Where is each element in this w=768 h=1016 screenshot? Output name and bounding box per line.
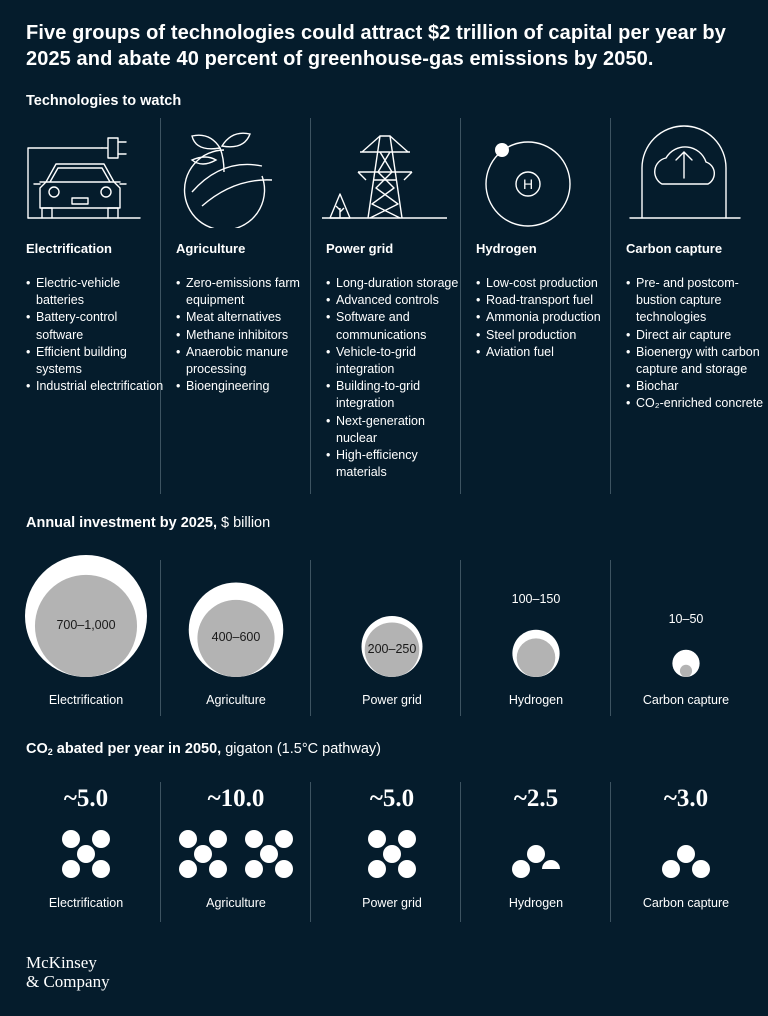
tech-column-hydrogen [472,118,622,498]
tech-bullet-item: • Steel production [476,327,616,344]
co2-category-label: Hydrogen [508,896,564,910]
co2-dot-cluster [11,824,161,884]
co2-value: ~5.0 [63,785,109,812]
co2-dot [275,860,293,878]
tech-bullet-item: • Building-to-grid integration [326,378,466,412]
tech-bullet-item: • Anaerobic manure processing [176,344,316,378]
co2-dot-cluster [461,824,611,884]
co2-dot [368,860,386,878]
co2-heading [26,741,381,757]
co2-dot-cluster [161,824,311,884]
tech-bullet-item: • Methane inhibitors [176,327,316,344]
co2-value: ~10.0 [207,785,265,812]
investment-category-label: Hydrogen [508,693,564,707]
tech-bullet-item: • Direct air capture [626,327,766,344]
investment-category-label: Agriculture [206,693,266,707]
tech-bullet-list [476,275,616,361]
co2-dot [92,830,110,848]
tech-bullet-list [26,275,166,395]
co2-value: ~2.5 [513,785,559,812]
co2-dot [194,845,212,863]
tech-column-agriculture [172,118,322,498]
co2-value: ~5.0 [369,785,415,812]
investment-range-label: 200–250 [367,641,417,656]
co2-category-label: Carbon capture [642,896,730,910]
tech-bullet-item: • Bioengineering [176,378,316,395]
svg-text:H: H [522,176,534,192]
tech-name: Power grid [326,241,394,256]
investment-bubble [461,547,611,687]
co2-category-label: Agriculture [206,896,266,910]
logo-line-2: & Company [26,972,110,991]
investment-heading-bold: Annual investment by 2025, [26,515,217,531]
co2-dot [62,860,80,878]
tech-column-electrification [22,118,172,498]
investment-category-label: Carbon capture [642,693,730,707]
tech-column-carbon-capture [622,118,768,498]
co2-dot [275,830,293,848]
co2-dot [62,830,80,848]
cloud-upload-icon [622,118,747,228]
logo-line-1: McKinsey [26,953,97,972]
tech-bullet-item: • CO₂-enriched concrete [626,395,766,412]
tech-name: Agriculture [176,241,246,256]
tech-bullet-item: • Efficient building systems [26,344,166,378]
investment-min-circle [517,638,556,677]
tech-bullet-item: • High-efficiency materials [326,447,466,481]
tech-bullet-item: • Low-cost production [476,275,616,292]
tech-bullet-item: • Bioenergy with carbon capture and storage [626,344,766,378]
tech-column-power-grid [322,118,472,498]
co2-category-label: Electrification [48,896,124,910]
co2-heading-suffix: abated per year in 2050, [52,741,222,757]
investment-min-circle [680,665,692,677]
co2-dot [77,845,95,863]
tech-name: Electrification [26,241,112,256]
tech-bullet-item: • Advanced controls [326,292,466,309]
page-title: Five groups of technologies could attract $2 trillion of capital per year by 2025 and abate 40 percent of greenhouse-gas emissions by 2050. [26,22,726,70]
co2-heading-sub: 2 [47,747,53,757]
co2-category-label: Power grid [362,896,422,910]
co2-dot [383,845,401,863]
co2-heading-prefix: CO [26,741,48,757]
co2-dot [398,830,416,848]
tech-bullet-item: • Battery-control software [26,309,166,343]
investment-heading-unit: $ billion [216,515,271,531]
co2-dot [245,860,263,878]
investment-category-label: Electrification [48,693,124,707]
co2-heading-unit: gigaton (1.5°C pathway) [221,741,381,757]
tech-bullet-item: • Software and communications [326,309,466,343]
tech-bullet-item: • Ammonia production [476,309,616,326]
tech-name: Carbon capture [626,241,723,256]
tech-bullet-item: • Zero-emissions farm equipment [176,275,316,309]
co2-dot [512,860,530,878]
co2-dot [677,845,695,863]
tech-bullet-item: • Industrial electrification [26,378,166,395]
co2-dot [398,860,416,878]
co2-dot [260,845,278,863]
investment-range-label: 10–50 [668,611,704,626]
tech-bullet-item: • Next-generation nuclear [326,413,466,447]
investment-bubble [317,547,467,687]
co2-dot [179,830,197,848]
tech-bullet-item: • Pre- and postcom-bustion capture technologies [626,275,766,327]
tech-bullet-item: • Long-duration storage [326,275,466,292]
tech-bullet-item: • Meat alternatives [176,309,316,326]
co2-dot [92,860,110,878]
investment-range-label: 400–600 [211,630,261,645]
technologies-heading: Technologies to watch [26,93,182,109]
investment-range-label: 700–1,000 [56,617,116,632]
co2-dot-partial [542,860,560,878]
co2-value: ~3.0 [663,785,709,812]
co2-dot [245,830,263,848]
tech-bullet-item: • Electric-vehicle batteries [26,275,166,309]
co2-dot [662,860,680,878]
mckinsey-logo [26,953,110,991]
investment-heading [26,515,270,531]
tech-bullet-item: • Aviation fuel [476,344,616,361]
co2-dot [179,860,197,878]
tech-bullet-item: • Biochar [626,378,766,395]
investment-range-label: 100–150 [511,591,561,606]
co2-dot [209,860,227,878]
tech-bullet-list [626,275,766,413]
transmission-tower-icon [322,118,447,228]
tech-bullet-item: • Road-transport fuel [476,292,616,309]
investment-category-label: Power grid [362,693,422,707]
tech-bullet-list [176,275,316,395]
co2-dot [209,830,227,848]
hydrogen-atom-icon [472,118,597,228]
co2-dot [692,860,710,878]
tech-bullet-item: • Vehicle-to-grid integration [326,344,466,378]
co2-dot [368,830,386,848]
co2-dot-cluster [317,824,467,884]
investment-bubble [161,547,311,687]
co2-dot [527,845,545,863]
plant-sprout-icon [172,118,297,228]
tech-name: Hydrogen [476,241,537,256]
tech-bullet-list [326,275,466,481]
electric-car-icon [22,118,147,228]
co2-dot-cluster [611,824,761,884]
